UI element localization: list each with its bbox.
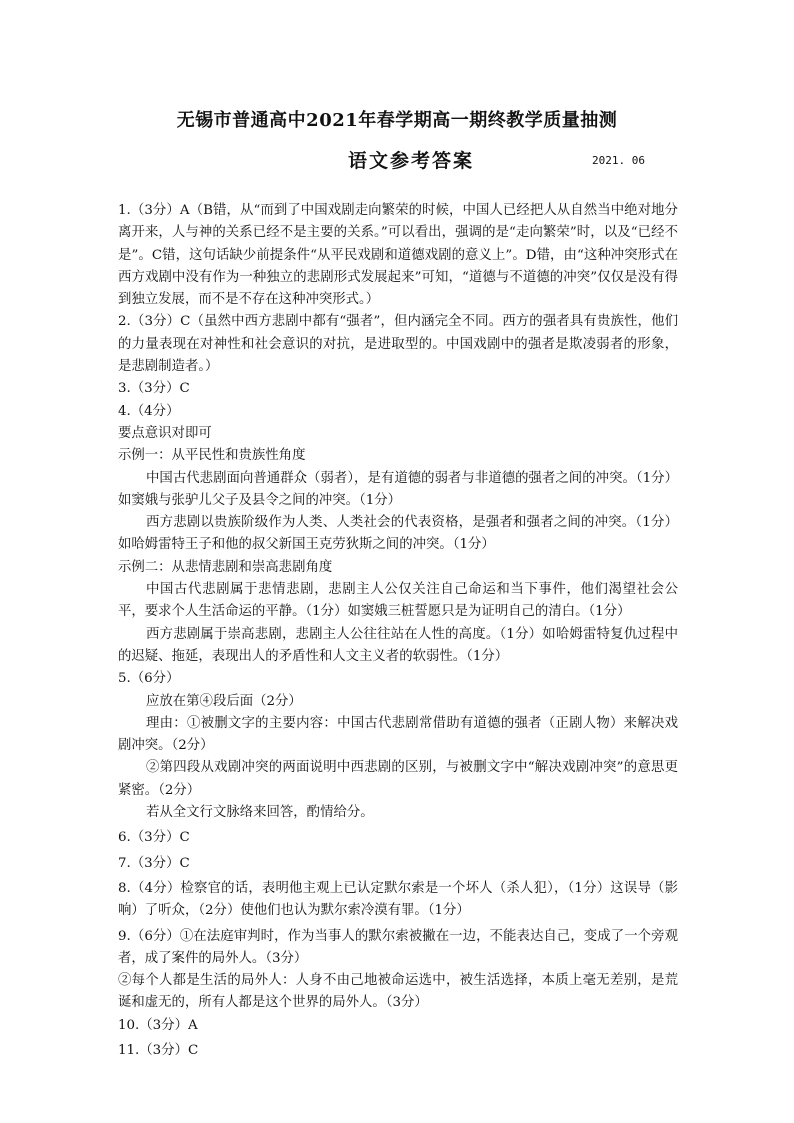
- answer-q5-reason1: 理由：①被删文字的主要内容：中国古代悲剧常借助有道德的强者（正剧人物）来解决戏剧冲突。（2分）: [118, 715, 678, 754]
- answer-q2: 2.（3分）C（虽然中西方悲剧中都有“强者”，但内涵完全不同。西方的强者具有贵族性，他们的力量表现在对神性和社会意识的对抗，是进取型的。中国戏剧中的强者是欺凌弱者的形象，是悲剧制造者。）: [118, 314, 678, 375]
- answer-q4-example1-point1: 中国古代悲剧面向普通群众（弱者），是有道德的弱者与非道德的强者之间的冲突。（1分）如窦娥与张驴儿父子及县令之间的冲突。（1分）: [118, 470, 678, 508]
- answer-q5-reason2: ②第四段从戏剧冲突的两面说明中西悲剧的区别，与被删文字中“解决戏剧冲突”的意思更紧密。（2分）: [118, 760, 678, 798]
- document-subtitle: 语文参考答案: [348, 150, 475, 172]
- answer-q10: 10.（3分）A: [118, 1017, 198, 1033]
- answer-q4: 4.（4分）: [118, 403, 180, 419]
- answer-q1: 1.（3分）A（B错，从“而到了中国戏剧走向繁荣的时候，中国人已经把人从自然当中绝对地分离开来，人与神的关系已经不是主要的关系。”可以看出，强调的是“走向繁荣”时，以及“已经不是”。C错，这句话缺少前提条件“从平民戏剧和道德戏剧的意义上”。D错，由“这种冲突形式在西方戏剧中没有作为一种独立的悲剧形式发展起来”可知，“道德与不道德的冲突”仅仅是没有得到独立发展，而不是不存在这种冲突形式。）: [118, 203, 678, 308]
- answer-q4-example2-point2: 西方悲剧属于崇高悲剧，悲剧主人公往往站在人性的高度。（1分）如哈姆雷特复仇过程中的迟疑、拖延，表现出人的矛盾性和人文主义者的软弱性。（1分）: [118, 626, 678, 664]
- answer-q4-example1-point2: 西方悲剧以贵族阶级作为人类、人类社会的代表资格，是强者和强者之间的冲突。（1分）如哈姆雷特王子和他的叔父新国王克劳狄斯之间的冲突。（1分）: [118, 515, 678, 553]
- answer-q4-example1-heading: 示例一：从平民性和贵族性角度: [118, 448, 306, 464]
- document-date: 2021. 06: [592, 154, 645, 167]
- answer-q9-point1: 9.（6分）①在法庭审判时，作为当事人的默尔索被撇在一边，不能表达自己，变成了一个旁观者，成了案件的局外人。（3分）: [118, 928, 678, 966]
- answer-q4-example2-point1: 中国古代悲剧属于悲情悲剧，悲剧主人公仅关注自己命运和当下事件，他们渴望社会公平，要求个人生活命运的平静。（1分）如窦娥三桩誓愿只是为证明自己的清白。（1分）: [118, 582, 678, 620]
- answer-q5-position: 应放在第④段后面（2分）: [146, 693, 302, 709]
- answer-q6: 6.（3分）C: [118, 830, 190, 846]
- answer-q9-point2: ②每个人都是生活的局外人：人身不由己地被命运选中，被生活选择，本质上毫无差别，是荒诞和虚无的，所有人都是这个世界的局外人。（3分）: [118, 973, 678, 1011]
- answer-q11: 11.（3分）C: [118, 1042, 199, 1058]
- answer-q4-note: 要点意识对即可: [118, 425, 212, 441]
- answer-q5-note: 若从全文行文脉络来回答，酌情给分。: [146, 805, 374, 821]
- answer-q7: 7.（3分）C: [118, 855, 190, 871]
- answer-q3: 3.（3分）C: [118, 381, 190, 397]
- answer-q8: 8.（4分）检察官的话，表明他主观上已认定默尔索是一个坏人（杀人犯），（1分）这误导（影响）了听众，（2分）使他们也认为默尔索冷漠有罪。（1分）: [118, 880, 678, 919]
- answer-body: [118, 200, 678, 1062]
- answer-q5: 5.（6分）: [118, 671, 180, 687]
- document-title: 无锡市普通高中2021年春学期高一期终教学质量抽测: [176, 110, 618, 131]
- answer-q4-example2-heading: 示例二：从悲情悲剧和崇高悲剧角度: [118, 559, 333, 575]
